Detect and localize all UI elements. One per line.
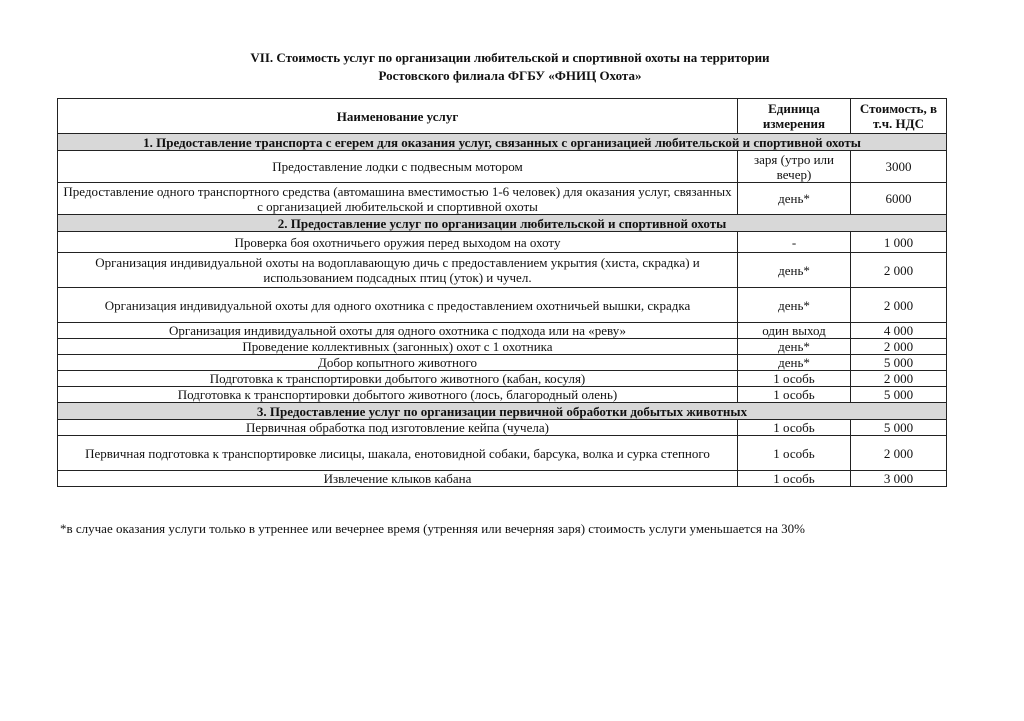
table-row xyxy=(58,232,947,253)
section-row xyxy=(58,134,947,151)
document-title xyxy=(60,49,960,85)
table-row xyxy=(58,420,947,436)
service-price: 4 000 xyxy=(851,323,947,339)
title-line-2: Ростовского филиала ФГБУ «ФНИЦ Охота» xyxy=(378,68,642,83)
service-price: 2 000 xyxy=(851,339,947,355)
table-row xyxy=(58,471,947,487)
table-row xyxy=(58,323,947,339)
service-price: 2 000 xyxy=(851,371,947,387)
table-row xyxy=(58,288,947,323)
table-row xyxy=(58,183,947,215)
section-title: 3. Предоставление услуг по организации первичной обработки добытых животных xyxy=(58,403,947,420)
service-unit: день* xyxy=(738,355,851,371)
service-price: 2 000 xyxy=(851,436,947,471)
footnote: *в случае оказания услуги только в утреннее или вечернее время (утренняя или вечерняя заря) стоимость услуги уменьшается на 30% xyxy=(60,521,805,536)
service-unit: 1 особь xyxy=(738,436,851,471)
table-header-row xyxy=(58,99,947,134)
service-price: 2 000 xyxy=(851,288,947,323)
service-name: Подготовка к транспортировки добытого животного (кабан, косуля) xyxy=(58,371,738,387)
service-name: Добор копытного животного xyxy=(58,355,738,371)
section-title: 2. Предоставление услуг по организации любительской и спортивной охоты xyxy=(58,215,947,232)
table-row xyxy=(58,253,947,288)
service-price: 5 000 xyxy=(851,387,947,403)
service-price: 1 000 xyxy=(851,232,947,253)
table-row xyxy=(58,387,947,403)
service-price: 5 000 xyxy=(851,420,947,436)
section-row xyxy=(58,403,947,420)
section-title: 1. Предоставление транспорта с егерем для оказания услуг, связанных с организацией любительской и спортивной охоты xyxy=(58,134,947,151)
header-service-name: Наименование услуг xyxy=(58,99,738,134)
title-line-1: VII. Стоимость услуг по организации любительской и спортивной охоты на территории xyxy=(250,50,770,65)
service-unit: 1 особь xyxy=(738,387,851,403)
service-unit: день* xyxy=(738,253,851,288)
service-unit: - xyxy=(738,232,851,253)
service-unit: 1 особь xyxy=(738,371,851,387)
service-price: 6000 xyxy=(851,183,947,215)
header-price: Стоимость, в т.ч. НДС xyxy=(851,99,947,134)
service-unit: 1 особь xyxy=(738,420,851,436)
service-unit: один выход xyxy=(738,323,851,339)
service-name: Организация индивидуальной охоты для одного охотника с предоставлением охотничьей вышки, скрадка xyxy=(58,288,738,323)
service-name: Первичная подготовка к транспортировке лисицы, шакала, енотовидной собаки, барсука, волка и сурка степного xyxy=(58,436,738,471)
service-price: 3 000 xyxy=(851,471,947,487)
service-name: Извлечение клыков кабана xyxy=(58,471,738,487)
service-name: Предоставление лодки с подвесным мотором xyxy=(58,151,738,183)
section-row xyxy=(58,215,947,232)
service-unit: 1 особь xyxy=(738,471,851,487)
service-price: 2 000 xyxy=(851,253,947,288)
table-row xyxy=(58,151,947,183)
table-row xyxy=(58,371,947,387)
service-unit: день* xyxy=(738,183,851,215)
header-unit: Единица измерения xyxy=(738,99,851,134)
services-price-table xyxy=(57,98,947,487)
service-name: Организация индивидуальной охоты для одного охотника с подхода или на «реву» xyxy=(58,323,738,339)
service-unit: день* xyxy=(738,288,851,323)
service-name: Проверка боя охотничьего оружия перед выходом на охоту xyxy=(58,232,738,253)
service-unit: день* xyxy=(738,339,851,355)
service-name: Подготовка к транспортировки добытого животного (лось, благородный олень) xyxy=(58,387,738,403)
table-row xyxy=(58,436,947,471)
table-row xyxy=(58,339,947,355)
service-unit: заря (утро или вечер) xyxy=(738,151,851,183)
service-name: Организация индивидуальной охоты на водоплавающую дичь с предоставлением укрытия (хиста, скрадка) и использованием подсадных птиц (уток) и чучел. xyxy=(58,253,738,288)
service-price: 5 000 xyxy=(851,355,947,371)
service-name: Проведение коллективных (загонных) охот с 1 охотника xyxy=(58,339,738,355)
table-row xyxy=(58,355,947,371)
service-name: Предоставление одного транспортного средства (автомашина вместимостью 1-6 человек) для оказания услуг, связанных с организацией любительской и спортивной охоты xyxy=(58,183,738,215)
service-price: 3000 xyxy=(851,151,947,183)
service-name: Первичная обработка под изготовление кейпа (чучела) xyxy=(58,420,738,436)
